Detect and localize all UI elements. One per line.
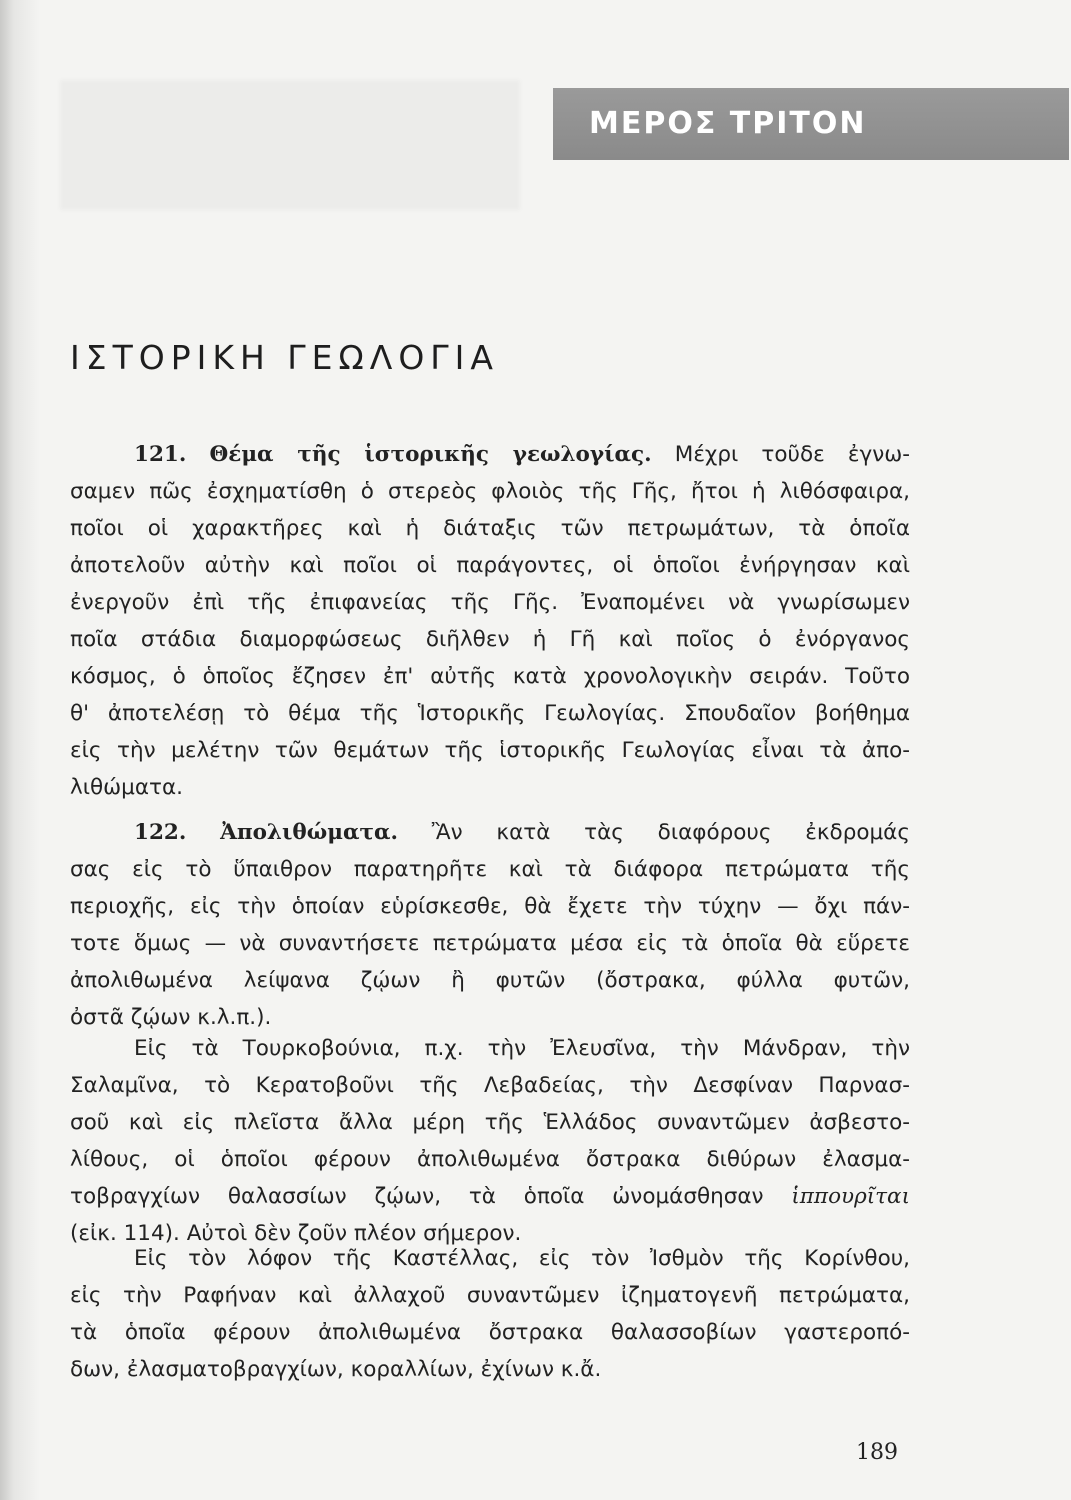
text-line: λιθώματα. [70,775,183,800]
text-line: τοτε ὅμως — νὰ συναντήσετε πετρώματα μέσα εἰς τὰ ὁποῖα θὰ εὕρετε [70,931,910,956]
italic-term: ἱππουρῖται [791,1184,910,1209]
section-title: Ἀπολιθώματα. [220,820,398,845]
section-number: 121. [134,442,187,467]
section-title: Θέμα τῆς ἱστορικῆς γεωλογίας. [209,442,652,467]
text-line: Μέχρι τοῦδε ἐγνω- [674,442,910,467]
section-121 [70,436,910,806]
text-line: κόσμος, ὁ ὁποῖος ἔζησεν ἐπ' αὐτῆς κατὰ χρονολογικὴν σειράν. Τοῦτο [70,664,910,689]
text-line: Εἰς τὸν λόφον τῆς Καστέλλας, εἰς τὸν Ἰσθμὸν τῆς Κορίνθου, [134,1246,910,1271]
text-line: ὀστᾶ ζῴων κ.λ.π.). [70,1005,272,1030]
text-line: ἐνεργοῦν ἐπὶ τῆς ἐπιφανείας τῆς Γῆς. Ἐναπομένει νὰ γνωρίσωμεν [70,590,910,615]
text-line: ποῖα στάδια διαμορφώσεως διῆλθεν ἡ Γῆ καὶ ποῖος ὁ ἐνόργανος [70,627,910,652]
page-number: 189 [856,1440,898,1465]
text-line: λίθους, οἱ ὁποῖοι φέρουν ἀπολιθωμένα ὄστρακα διθύρων ἐλασμα- [70,1147,910,1172]
text-line: εἰς τὴν Ραφήναν καὶ ἀλλαχοῦ συναντῶμεν ἰζηματογενῆ πετρώματα, [70,1283,910,1308]
text-line: (εἰκ. 114). Αὐτοὶ δὲν ζοῦν πλέον σήμερον. [70,1221,522,1246]
paragraph-2 [70,1030,910,1252]
paragraph-3 [70,1240,910,1388]
text-line-with-italic: τοβραγχίων θαλασσίων ζῴων, τὰ ὁποῖα ὠνομάσθησαν ἱππουρῖται [70,1184,910,1209]
text-line: θ' ἀποτελέσῃ τὸ θέμα τῆς Ἱστορικῆς Γεωλογίας. Σπουδαῖον βοήθημα [70,701,910,726]
section-121-heading-line [70,436,910,473]
text-line: Ἂν κατὰ τὰς διαφόρους ἐκδρομάς [431,820,910,845]
section-122-heading-line [70,814,910,851]
section-number: 122. [134,820,187,845]
text-line: σας εἰς τὸ ὕπαιθρον παρατηρῆτε καὶ τὰ διάφορα πετρώματα τῆς [70,857,910,882]
text-line: Εἰς τὰ Τουρκοβούνια, π.χ. τὴν Ἐλευσῖνα, τὴν Μάνδραν, τὴν [134,1036,910,1061]
chapter-title: ΙΣΤΟΡΙΚΗ ΓΕΩΛΟΓΙΑ [70,338,499,377]
part-label: ΜΕΡΟΣ ΤΡΙΤΟΝ [589,106,867,141]
text-line: σαμεν πῶς ἐσχηματίσθη ὁ στερεὸς φλοιὸς τῆς Γῆς, ἤτοι ἡ λιθόσφαιρα, [70,479,910,504]
text-line: εἰς τὴν μελέτην τῶν θεμάτων τῆς ἱστορικῆς Γεωλογίας εἶναι τὰ ἀπο- [70,738,910,763]
text-line: σοῦ καὶ εἰς πλεῖστα ἄλλα μέρη τῆς Ἑλλάδος συναντῶμεν ἀσβεστο- [70,1110,910,1135]
part-banner [553,88,1069,160]
text-line: τὰ ὁποῖα φέρουν ἀπολιθωμένα ὄστρακα θαλασσοβίων γαστεροπό- [70,1320,910,1345]
section-122 [70,814,910,1036]
show-through-text [60,80,520,210]
text-line: δων, ἐλασματοβραγχίων, κοραλλίων, ἐχίνων κ.ἄ. [70,1357,602,1382]
text-line: περιοχῆς, εἰς τὴν ὁποίαν εὑρίσκεσθε, θὰ ἔχετε τὴν τύχην — ὄχι πάν- [70,894,910,919]
text-line: Σαλαμῖνα, τὸ Κερατοβοῦνι τῆς Λεβαδείας, τὴν Δεσφίναν Παρνασ- [70,1073,910,1098]
text-line: ἀποτελοῦν αὐτὴν καὶ ποῖοι οἱ παράγοντες, οἱ ὁποῖοι ἐνήργησαν καὶ [70,553,910,578]
text-line: ἀπολιθωμένα λείψανα ζῴων ἢ φυτῶν (ὄστρακα, φύλλα φυτῶν, [70,968,910,993]
text-line: ποῖοι οἱ χαρακτῆρες καὶ ἡ διάταξις τῶν πετρωμάτων, τὰ ὁποῖα [70,516,910,541]
